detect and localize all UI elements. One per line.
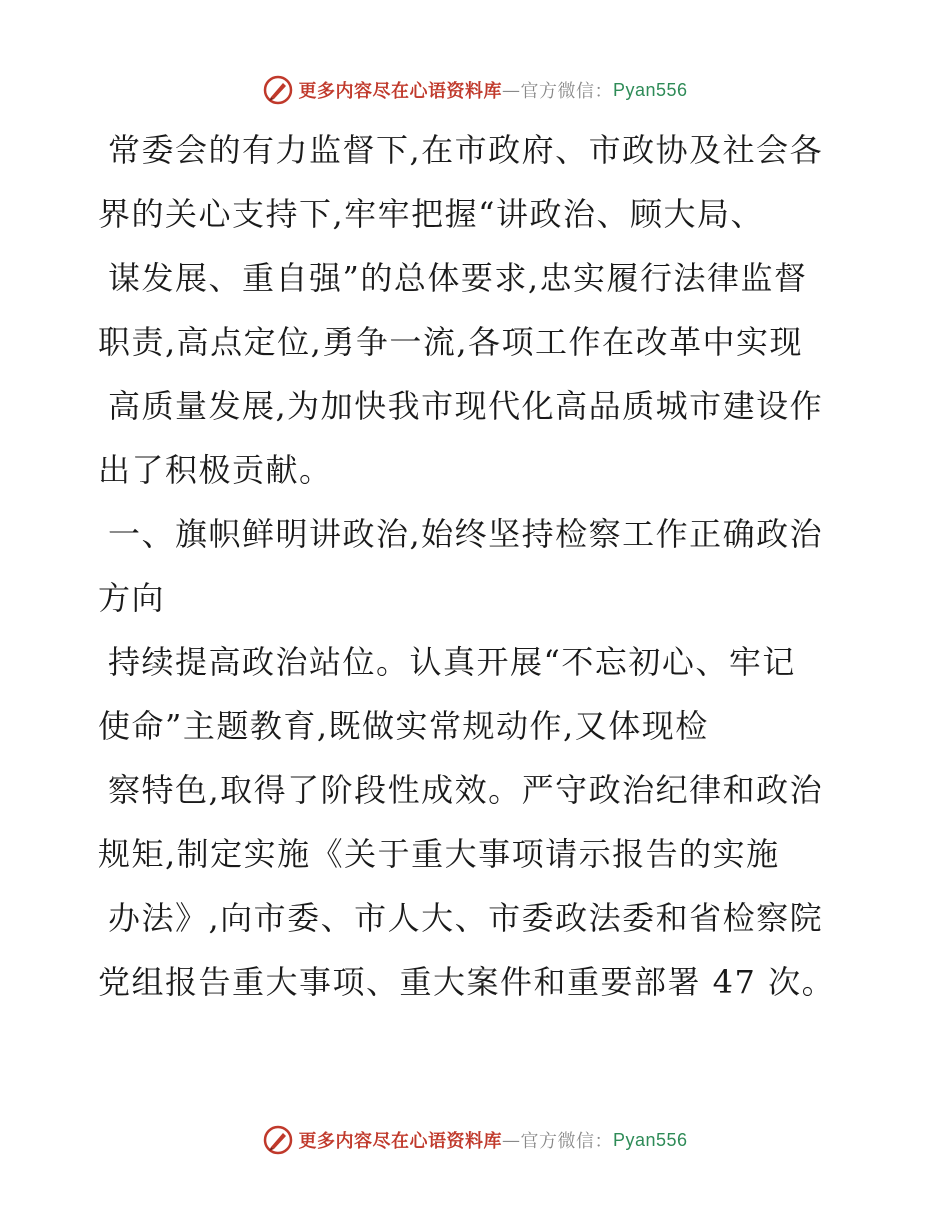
- watermark-official: 官方微信：: [520, 1131, 613, 1152]
- watermark-official: 官方微信：: [520, 81, 613, 102]
- text-line: 党组报告重大事项、重大案件和重要部署 47 次。: [98, 963, 836, 1001]
- section-heading-line: 一、旗帜鲜明讲政治,始终坚持检察工作正确政治: [108, 515, 824, 553]
- header-watermark: [0, 70, 950, 110]
- text-line: 高质量发展,为加快我市现代化高品质城市建设作: [108, 387, 824, 425]
- watermark-brand: 更多内容尽在心语资料库: [298, 81, 502, 102]
- section-heading-line: 方向: [98, 579, 166, 617]
- text-line: 使命”主题教育,既做实常规动作,又体现检: [98, 707, 709, 745]
- pen-logo-icon: [262, 1124, 294, 1156]
- text-line: 察特色,取得了阶段性成效。严守政治纪律和政治: [108, 771, 824, 809]
- watermark-wechat-id: Pyan556: [612, 1129, 688, 1150]
- text-line: 职责,高点定位,勇争一流,各项工作在改革中实现: [98, 323, 804, 361]
- text-line: 规矩,制定实施《关于重大事项请示报告的实施: [98, 835, 780, 873]
- text-line: 常委会的有力监督下,在市政府、市政协及社会各: [108, 131, 824, 169]
- watermark-brand: 更多内容尽在心语资料库: [298, 1131, 502, 1152]
- watermark-dash: —: [501, 79, 521, 101]
- text-line: 办法》,向市委、市人大、市委政法委和省检察院: [108, 899, 824, 937]
- text-line: 出了积极贡献。: [98, 451, 333, 489]
- text-line: 持续提高政治站位。认真开展“不忘初心、牢记: [108, 643, 796, 681]
- footer-watermark: [0, 1120, 950, 1160]
- watermark-dash: —: [501, 1129, 521, 1151]
- pen-logo-icon: [262, 74, 294, 106]
- watermark-wechat-id: Pyan556: [612, 79, 688, 100]
- text-line: 界的关心支持下,牢牢把握“讲政治、顾大局、: [98, 195, 765, 233]
- document-body: [98, 118, 858, 1014]
- text-line: 谋发展、重自强”的总体要求,忠实履行法律监督: [108, 259, 808, 297]
